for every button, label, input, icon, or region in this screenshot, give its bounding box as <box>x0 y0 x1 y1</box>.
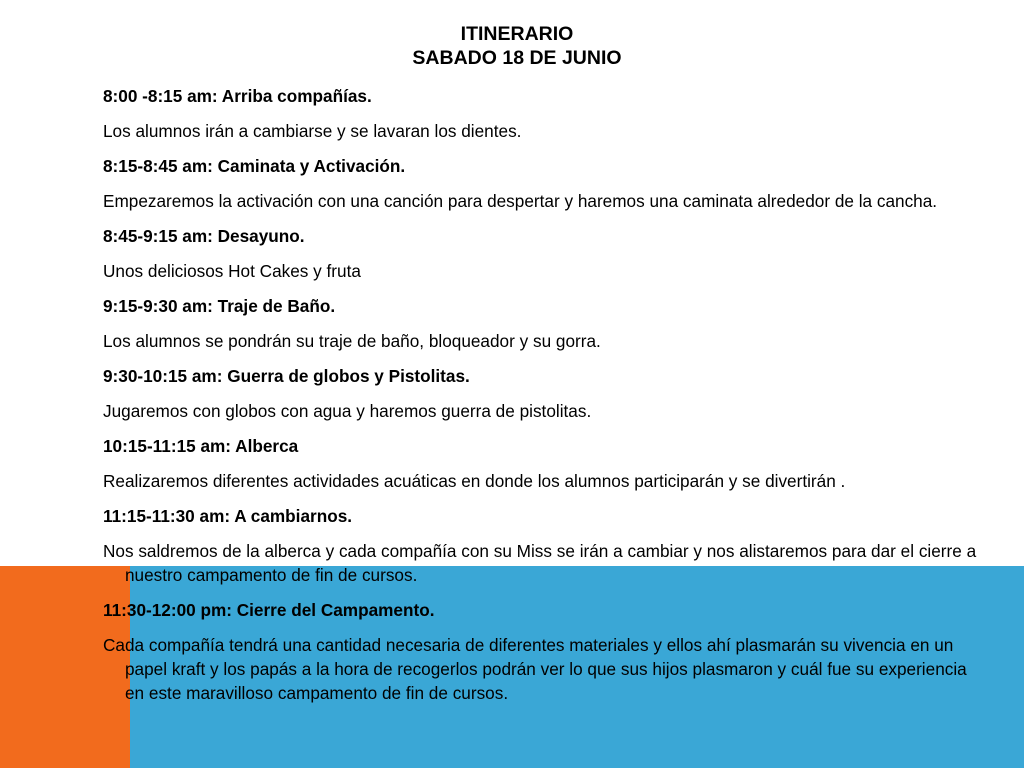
entry-time: 9:30-10:15 am: Guerra de globos y Pistolitas. <box>103 366 470 386</box>
entry-time: 9:15-9:30 am: Traje de Baño. <box>103 296 336 316</box>
entry-description: Realizaremos diferentes actividades acuáticas en donde los alumnos participarán y se divertirán . <box>103 471 846 491</box>
itinerary-entry <box>103 224 983 283</box>
itinerary-entry <box>103 154 983 213</box>
entry-time: 10:15-11:15 am: Alberca <box>103 436 299 456</box>
itinerary-entry <box>103 434 983 493</box>
entry-description: Empezaremos la activación con una canción para despertar y haremos una caminata alrededor de la cancha. <box>103 191 938 211</box>
entry-time: 8:00 -8:15 am: Arriba compañías. <box>103 86 372 106</box>
title-line-2: SABADO 18 DE JUNIO <box>412 47 622 69</box>
itinerary-entry <box>103 294 983 353</box>
entry-description: Jugaremos con globos con agua y haremos guerra de pistolitas. <box>103 401 592 421</box>
entry-time: 11:30-12:00 pm: Cierre del Campamento. <box>103 600 435 620</box>
itinerary-entry <box>103 84 983 143</box>
entry-time: 11:15-11:30 am: A cambiarnos. <box>103 506 353 526</box>
itinerary-body <box>103 84 983 716</box>
entry-description: Nos saldremos de la alberca y cada compañía con su Miss se irán a cambiar y nos alistaremos para dar el cierre a nuestro campamento de fin de cursos. <box>103 541 977 585</box>
entry-description: Los alumnos irán a cambiarse y se lavaran los dientes. <box>103 121 522 141</box>
itinerary-entry <box>103 504 983 587</box>
title-line-1: ITINERARIO <box>460 23 574 45</box>
entry-time: 8:45-9:15 am: Desayuno. <box>103 226 305 246</box>
entry-description: Unos deliciosos Hot Cakes y fruta <box>103 261 361 281</box>
slide-title <box>0 22 1024 70</box>
itinerary-entry <box>103 598 983 705</box>
entry-time: 8:15-8:45 am: Caminata y Activación. <box>103 156 406 176</box>
entry-description: Los alumnos se pondrán su traje de baño, bloqueador y su gorra. <box>103 331 601 351</box>
itinerary-entry <box>103 364 983 423</box>
entry-description: Cada compañía tendrá una cantidad necesaria de diferentes materiales y ellos ahí plasmarán su vivencia en un papel kraft y los papás a la hora de recogerlos podrán ver lo que sus hijos plasmaron y cuál fue su experiencia en este maravilloso campamento de fin de cursos. <box>103 635 967 703</box>
